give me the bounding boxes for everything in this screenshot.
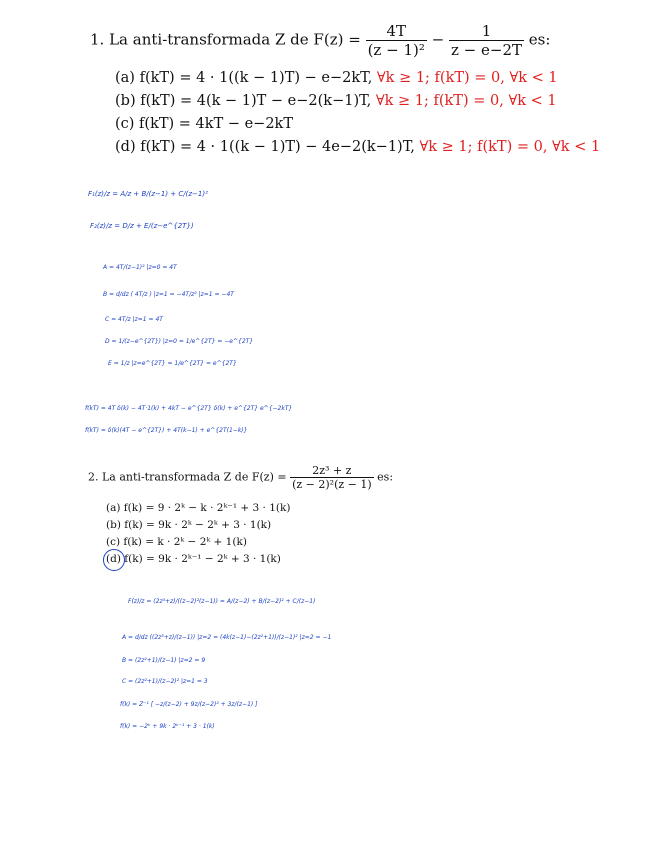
option-label: (d): [106, 553, 121, 565]
handwritten-note-5: C = 4T/z |z=1 = 4T: [105, 316, 163, 323]
problem2-statement: [88, 464, 393, 491]
option-label: (b): [106, 519, 121, 531]
handwritten-note-4: B = d/dz ( 4T/z ) |z=1 = −4T/z² |z=1 = −4T: [103, 291, 234, 298]
problem2-frac-num: 2z³ + z: [290, 464, 374, 478]
problem2-number: 2.: [88, 470, 99, 484]
problem2-frac: [290, 464, 374, 491]
option-expr: f(kT) = 4 · 1((k − 1)T) − 4e−2(k−1)T,: [140, 139, 415, 155]
handwritten-note-7: E = 1/z |z=e^{2T} = 1/e^{2T} = e^{2T}: [108, 360, 237, 367]
option-label: (c): [106, 536, 121, 548]
problem1-frac1-den: (z − 1)²: [367, 41, 425, 59]
option-expr: f(kT) = 4(k − 1)T − e−2(k−1)T,: [140, 93, 372, 109]
option-expr: f(k) = k · 2ᵏ − 2ᵏ + 1(k): [123, 536, 247, 548]
handwritten-note-15: f(k) = −2ᵏ + 9k · 2ᵏ⁻¹ + 3 · 1(k): [120, 723, 215, 730]
problem1-option-d[interactable]: [115, 139, 600, 155]
option-label: (b): [115, 93, 136, 109]
option-label: (c): [115, 116, 135, 132]
option-label: (d): [115, 139, 136, 155]
problem1-suffix: es:: [528, 30, 551, 49]
problem2-prompt: La anti-transformada Z de F(z) =: [102, 470, 287, 484]
handwritten-note-12: B = (2z²+1)/(z−1) |z=2 = 9: [122, 657, 206, 664]
problem1-number: 1.: [90, 30, 105, 49]
problem1-frac1: [366, 22, 427, 59]
option-expr: f(k) = 9 · 2ᵏ − k · 2ᵏ⁻¹ + 3 · 1(k): [123, 502, 291, 514]
handwritten-note-10: F(z)/z = (2z³+z)/((z−2)²(z−1)) = A/(z−2) + B/(z−2)² + C/(z−1): [128, 598, 316, 605]
problem1-option-a[interactable]: [115, 70, 558, 86]
handwritten-note-11: A = d/dz ((2z³+z)/(z−1)) |z=2 = (4k(z−1)−(2z²+1))/(z−1)² |z=2 = −1: [122, 634, 332, 641]
option-expr: f(k) = 9k · 2ᵏ⁻¹ − 2ᵏ + 3 · 1(k): [124, 553, 281, 565]
answer-circle-mark: [103, 549, 125, 571]
problem1-option-c[interactable]: [115, 116, 293, 132]
problem1-frac1-num: 4T: [366, 22, 427, 41]
option-expr: f(kT) = 4kT − e−2kT: [139, 116, 294, 132]
option-label: (a): [106, 502, 121, 514]
handwritten-note-3: A = 4T/(z−1)² |z=0 = 4T: [103, 264, 177, 271]
problem2-suffix: es:: [377, 470, 394, 484]
handwritten-note-8: f(kT) = 4T δ(k) − 4T·1(k) + 4kT − e^{2T} δ(k) + e^{2T} e^{−2kT}: [85, 405, 293, 412]
option-expr: f(kT) = 4 · 1((k − 1)T) − e−2kT,: [139, 70, 373, 86]
option-condition: ∀k ≥ 1; f(kT) = 0, ∀k < 1: [375, 93, 557, 109]
problem1-frac2: [449, 22, 524, 59]
handwritten-note-14: f(k) = Z⁻¹ [ −z/(z−2) + 9z/(z−2)² + 3z/(z−1) ]: [120, 701, 258, 708]
problem1-frac2-num: 1: [449, 22, 524, 41]
handwritten-note-1: F₁(z)/z = A/z + B/(z−1) + C/(z−1)²: [88, 190, 208, 198]
problem2-option-a[interactable]: [106, 502, 290, 514]
handwritten-note-2: F₂(z)/z = D/z + E/(z−e^{2T}): [90, 222, 194, 230]
option-condition: ∀k ≥ 1; f(kT) = 0, ∀k < 1: [419, 139, 601, 155]
option-condition: ∀k ≥ 1; f(kT) = 0, ∀k < 1: [376, 70, 558, 86]
problem1-statement: [90, 22, 550, 59]
handwritten-note-6: D = 1/(z−e^{2T}) |z=0 = 1/e^{2T} = −e^{2T}: [105, 338, 254, 345]
option-expr: f(k) = 9k · 2ᵏ − 2ᵏ + 3 · 1(k): [124, 519, 272, 531]
problem1-option-b[interactable]: [115, 93, 557, 109]
problem2-option-b[interactable]: [106, 519, 271, 531]
problem1-prompt: La anti-transformada Z de F(z) =: [109, 30, 361, 49]
problem1-frac2-den: z − e−2T: [451, 41, 523, 59]
handwritten-note-9: f(kT) = δ(k)(4T − e^{2T}) + 4T(k−1) + e^{2T(1−k)}: [85, 427, 248, 434]
option-label: (a): [115, 70, 135, 86]
handwritten-note-13: C = (2z²+1)/(z−2)² |z=1 = 3: [122, 678, 208, 685]
problem2-option-c[interactable]: [106, 536, 247, 548]
problem2-option-d[interactable]: [106, 553, 281, 565]
problem1-minus: −: [431, 30, 445, 49]
problem2-frac-den: (z − 2)²(z − 1): [292, 478, 372, 491]
